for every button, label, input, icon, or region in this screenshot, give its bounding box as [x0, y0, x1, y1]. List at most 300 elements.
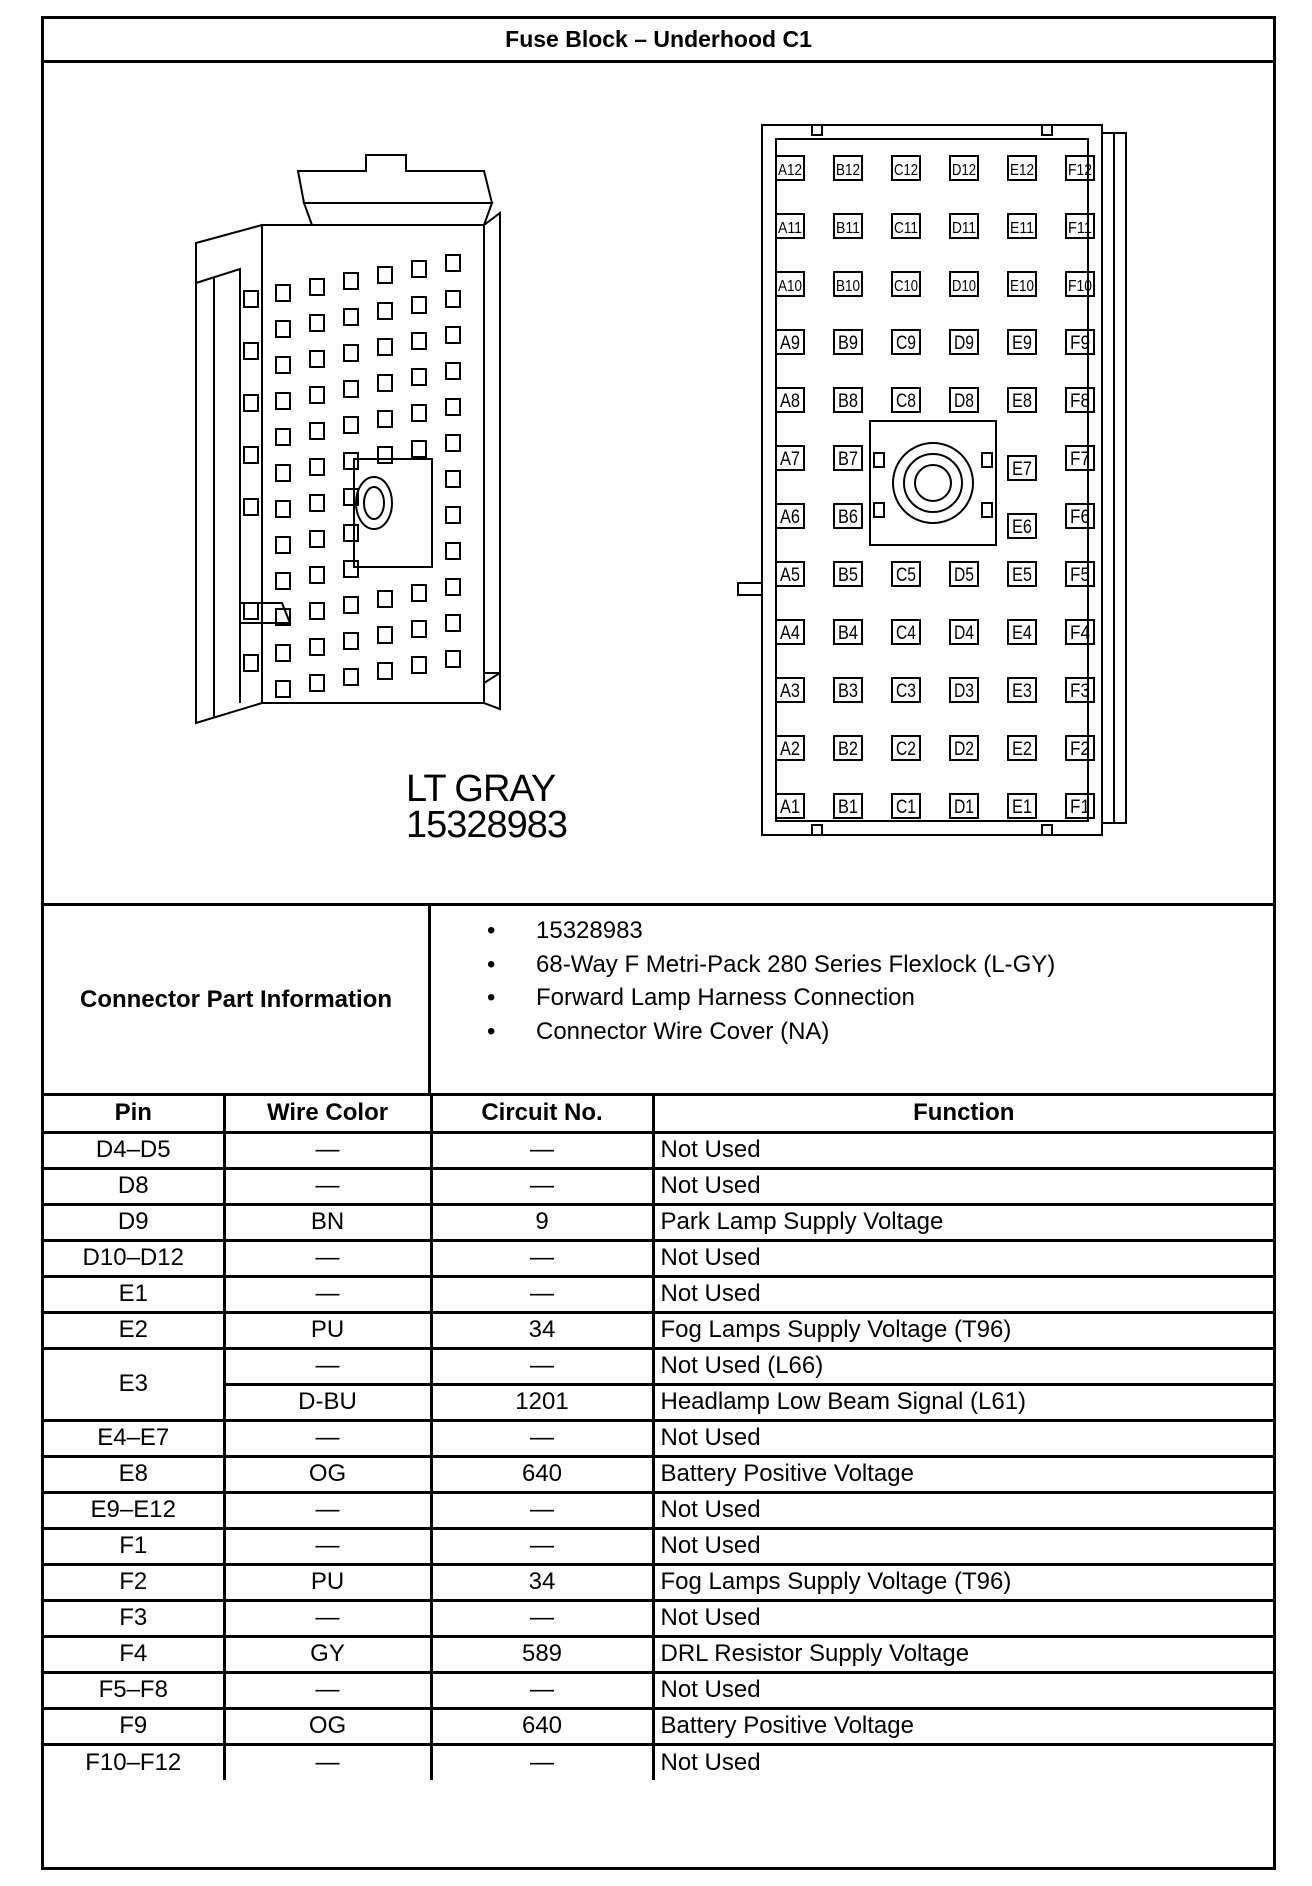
cavity-b5 — [834, 562, 862, 586]
wire-color-cell: GY — [224, 1636, 431, 1672]
cavity-b7 — [834, 446, 862, 470]
header-pin: Pin — [44, 1096, 224, 1132]
svg-text:F4: F4 — [1070, 623, 1091, 644]
svg-text:B4: B4 — [838, 623, 859, 644]
iso-terminal — [344, 525, 358, 541]
iso-terminal — [310, 531, 324, 547]
cavity-f1 — [1066, 794, 1094, 818]
function-cell: Not Used — [653, 1420, 1273, 1456]
info-item: • Connector Wire Cover (NA) — [431, 1015, 1055, 1049]
table-row — [44, 1600, 1273, 1636]
cavity-a4 — [776, 620, 804, 644]
cavity-d5 — [950, 562, 978, 586]
wire-color-cell: BN — [224, 1204, 431, 1240]
iso-terminal — [310, 495, 324, 511]
header-wire-color: Wire Color — [224, 1096, 431, 1132]
svg-text:E7: E7 — [1012, 459, 1032, 480]
cavity-c5 — [892, 562, 920, 586]
pin-cell: F5–F8 — [44, 1672, 224, 1708]
svg-text:E4: E4 — [1012, 623, 1033, 644]
bullet-icon: • — [487, 1017, 496, 1045]
svg-text:A8: A8 — [780, 391, 800, 412]
iso-terminal — [344, 345, 358, 361]
wire-color-cell: — — [224, 1348, 431, 1384]
function-cell: Not Used — [653, 1132, 1273, 1168]
cavity-f10 — [1066, 272, 1094, 296]
iso-terminal — [412, 333, 426, 349]
cavity-f12 — [1066, 156, 1094, 180]
wire-color-cell: OG — [224, 1708, 431, 1744]
connector-part-information — [44, 906, 1273, 1096]
cavity-e11 — [1008, 214, 1036, 238]
info-item: • 68-Way F Metri-Pack 280 Series Flexlock (L-GY) — [431, 948, 1055, 982]
face-cavity-grid — [776, 156, 1094, 818]
iso-terminal — [276, 285, 290, 301]
iso-terminal — [344, 417, 358, 433]
isometric-connector-view — [196, 155, 500, 723]
svg-text:B5: B5 — [838, 565, 858, 586]
connector-face-view — [738, 125, 1126, 835]
cavity-a6 — [776, 504, 804, 528]
svg-text:A11: A11 — [778, 220, 803, 237]
iso-terminal — [276, 681, 290, 697]
header-function: Function — [653, 1096, 1273, 1132]
svg-text:D8: D8 — [954, 391, 974, 412]
cavity-e12 — [1008, 156, 1036, 180]
info-item: • Forward Lamp Harness Connection — [431, 981, 1055, 1015]
pin-cell: F3 — [44, 1600, 224, 1636]
iso-terminal — [310, 423, 324, 439]
iso-terminal — [412, 657, 426, 673]
cavity-e10 — [1008, 272, 1036, 296]
cavity-b9 — [834, 330, 862, 354]
svg-text:D5: D5 — [954, 565, 974, 586]
iso-terminal — [446, 399, 460, 415]
cavity-e3 — [1008, 678, 1036, 702]
svg-text:A1: A1 — [780, 797, 800, 818]
pin-cell: F1 — [44, 1528, 224, 1564]
iso-terminal — [378, 447, 392, 463]
cavity-d12 — [950, 156, 978, 180]
table-row — [44, 1528, 1273, 1564]
cavity-a3 — [776, 678, 804, 702]
table-row — [44, 1420, 1273, 1456]
circuit-cell: — — [431, 1492, 653, 1528]
svg-text:A7: A7 — [780, 449, 800, 470]
cavity-e2 — [1008, 736, 1036, 760]
pin-cell: F10–F12 — [44, 1744, 224, 1780]
cavity-b11 — [834, 214, 862, 238]
svg-text:B12: B12 — [836, 162, 861, 179]
svg-text:A5: A5 — [780, 565, 800, 586]
cavity-b3 — [834, 678, 862, 702]
wire-color-cell: — — [224, 1492, 431, 1528]
wire-color-cell: — — [224, 1528, 431, 1564]
svg-text:C9: C9 — [896, 333, 916, 354]
iso-terminal — [446, 435, 460, 451]
iso-terminal — [412, 261, 426, 277]
pin-cell: D9 — [44, 1204, 224, 1240]
svg-text:E1: E1 — [1012, 797, 1032, 818]
iso-terminal — [412, 621, 426, 637]
iso-terminal — [276, 501, 290, 517]
svg-text:B10: B10 — [836, 278, 861, 295]
svg-text:D1: D1 — [954, 797, 974, 818]
svg-text:C11: C11 — [894, 220, 919, 237]
svg-text:A3: A3 — [780, 681, 800, 702]
iso-terminal — [446, 291, 460, 307]
header-circuit: Circuit No. — [431, 1096, 653, 1132]
pin-cell: E2 — [44, 1312, 224, 1348]
cavity-f6 — [1066, 504, 1094, 528]
circuit-cell: 9 — [431, 1204, 653, 1240]
svg-text:A6: A6 — [780, 507, 800, 528]
wire-color-cell: — — [224, 1132, 431, 1168]
connector-drawing — [44, 63, 1273, 903]
svg-text:D12: D12 — [952, 162, 977, 179]
svg-text:F8: F8 — [1070, 391, 1090, 412]
svg-text:B2: B2 — [838, 739, 858, 760]
function-cell: Not Used — [653, 1276, 1273, 1312]
cavity-a7 — [776, 446, 804, 470]
iso-terminal — [310, 315, 324, 331]
svg-text:F1: F1 — [1070, 797, 1090, 818]
table-row — [44, 1492, 1273, 1528]
table-row — [44, 1276, 1273, 1312]
cavity-e6 — [1008, 514, 1036, 538]
svg-text:B3: B3 — [838, 681, 858, 702]
cavity-a10 — [776, 272, 804, 296]
iso-terminal — [446, 471, 460, 487]
iso-terminal — [310, 603, 324, 619]
function-cell: Not Used — [653, 1600, 1273, 1636]
iso-terminal — [412, 297, 426, 313]
pin-cell: E8 — [44, 1456, 224, 1492]
circuit-cell: 34 — [431, 1312, 653, 1348]
cavity-b4 — [834, 620, 862, 644]
pin-cell: E1 — [44, 1276, 224, 1312]
iso-terminal — [276, 645, 290, 661]
cavity-b2 — [834, 736, 862, 760]
cavity-c2 — [892, 736, 920, 760]
cavity-d4 — [950, 620, 978, 644]
function-cell: Fog Lamps Supply Voltage (T96) — [653, 1312, 1273, 1348]
table-row — [44, 1240, 1273, 1276]
svg-text:A4: A4 — [780, 623, 801, 644]
circuit-cell: 589 — [431, 1636, 653, 1672]
cavity-e1 — [1008, 794, 1036, 818]
iso-terminal — [310, 567, 324, 583]
svg-text:C10: C10 — [894, 278, 919, 295]
svg-text:F5: F5 — [1070, 565, 1090, 586]
connector-info-list — [431, 914, 1055, 1048]
pin-cell: F4 — [44, 1636, 224, 1672]
function-cell: Not Used — [653, 1528, 1273, 1564]
iso-terminal — [276, 465, 290, 481]
iso-terminal — [446, 327, 460, 343]
wire-color-cell: — — [224, 1672, 431, 1708]
cavity-c10 — [892, 272, 920, 296]
function-cell: Park Lamp Supply Voltage — [653, 1204, 1273, 1240]
iso-terminal — [344, 453, 358, 469]
wire-color-cell: — — [224, 1240, 431, 1276]
circuit-cell: — — [431, 1744, 653, 1780]
iso-terminal — [378, 627, 392, 643]
pin-cell: E3 — [44, 1348, 224, 1420]
table-row — [44, 1636, 1273, 1672]
svg-text:A9: A9 — [780, 333, 800, 354]
iso-terminal — [310, 675, 324, 691]
svg-text:C1: C1 — [896, 797, 916, 818]
function-cell: DRL Resistor Supply Voltage — [653, 1636, 1273, 1672]
pinout-table — [44, 1096, 1273, 1780]
cavity-c3 — [892, 678, 920, 702]
table-row — [44, 1744, 1273, 1780]
cavity-a1 — [776, 794, 804, 818]
function-cell: Battery Positive Voltage — [653, 1708, 1273, 1744]
cavity-c12 — [892, 156, 920, 180]
circuit-cell: — — [431, 1348, 653, 1384]
cavity-f8 — [1066, 388, 1094, 412]
pin-cell: E4–E7 — [44, 1420, 224, 1456]
cavity-d8 — [950, 388, 978, 412]
iso-terminal — [276, 393, 290, 409]
wire-color-cell: D-BU — [224, 1384, 431, 1420]
wire-color-cell: — — [224, 1168, 431, 1204]
svg-text:E11: E11 — [1010, 220, 1035, 237]
wire-color-cell: — — [224, 1420, 431, 1456]
wire-color-cell: — — [224, 1276, 431, 1312]
iso-terminal — [378, 303, 392, 319]
table-row — [44, 1132, 1273, 1168]
cavity-d2 — [950, 736, 978, 760]
cavity-b8 — [834, 388, 862, 412]
pin-cell: F9 — [44, 1708, 224, 1744]
svg-text:B7: B7 — [838, 449, 858, 470]
cavity-f7 — [1066, 446, 1094, 470]
cavity-c1 — [892, 794, 920, 818]
svg-text:F12: F12 — [1068, 162, 1093, 179]
cavity-c4 — [892, 620, 920, 644]
table-row — [44, 1564, 1273, 1600]
circuit-cell: — — [431, 1276, 653, 1312]
svg-text:C5: C5 — [896, 565, 916, 586]
svg-text:B8: B8 — [838, 391, 858, 412]
iso-terminal — [446, 651, 460, 667]
iso-terminal — [344, 273, 358, 289]
circuit-cell: 1201 — [431, 1384, 653, 1420]
cavity-b10 — [834, 272, 862, 296]
bullet-icon: • — [487, 917, 496, 944]
cavity-a5 — [776, 562, 804, 586]
iso-terminal — [310, 351, 324, 367]
circuit-cell: — — [431, 1528, 653, 1564]
circuit-cell: 34 — [431, 1564, 653, 1600]
svg-text:A12: A12 — [778, 162, 803, 179]
svg-text:D9: D9 — [954, 333, 974, 354]
function-cell: Not Used (L66) — [653, 1348, 1273, 1384]
iso-terminal — [412, 405, 426, 421]
iso-terminal — [276, 537, 290, 553]
table-row — [44, 1672, 1273, 1708]
side-clips — [244, 291, 258, 671]
cavity-b1 — [834, 794, 862, 818]
svg-text:B11: B11 — [836, 220, 861, 237]
wire-color-cell: PU — [224, 1312, 431, 1348]
wire-color-cell: PU — [224, 1564, 431, 1600]
circuit-cell: — — [431, 1672, 653, 1708]
svg-text:B9: B9 — [838, 333, 858, 354]
wire-color-cell: OG — [224, 1456, 431, 1492]
pin-cell: D4–D5 — [44, 1132, 224, 1168]
cavity-f4 — [1066, 620, 1094, 644]
iso-terminal — [412, 441, 426, 457]
iso-terminal — [412, 369, 426, 385]
iso-terminal — [344, 381, 358, 397]
svg-text:E12: E12 — [1010, 162, 1035, 179]
circuit-cell: 640 — [431, 1708, 653, 1744]
cavity-c9 — [892, 330, 920, 354]
bullet-icon: • — [487, 950, 496, 978]
table-row — [44, 1348, 1273, 1384]
cavity-e9 — [1008, 330, 1036, 354]
connector-figure — [44, 63, 1273, 906]
table-row — [44, 1456, 1273, 1492]
iso-terminal — [344, 597, 358, 613]
svg-text:A2: A2 — [780, 739, 800, 760]
svg-text:E6: E6 — [1012, 517, 1032, 538]
svg-text:D11: D11 — [952, 220, 977, 237]
svg-text:C8: C8 — [896, 391, 916, 412]
cavity-a8 — [776, 388, 804, 412]
wire-color-cell: — — [224, 1600, 431, 1636]
iso-terminal — [378, 663, 392, 679]
svg-text:F11: F11 — [1068, 220, 1093, 237]
table-row — [44, 1384, 1273, 1420]
function-cell: Not Used — [653, 1240, 1273, 1276]
wire-color-cell: — — [224, 1744, 431, 1780]
svg-text:E2: E2 — [1012, 739, 1032, 760]
function-cell: Not Used — [653, 1492, 1273, 1528]
function-cell: Not Used — [653, 1744, 1273, 1780]
iso-terminal — [446, 507, 460, 523]
iso-terminal — [310, 279, 324, 295]
circuit-cell: — — [431, 1600, 653, 1636]
cavity-d10 — [950, 272, 978, 296]
circuit-cell: — — [431, 1420, 653, 1456]
pin-cell: D8 — [44, 1168, 224, 1204]
function-cell: Not Used — [653, 1672, 1273, 1708]
iso-terminal — [276, 573, 290, 589]
iso-terminal — [378, 375, 392, 391]
iso-terminal — [446, 615, 460, 631]
cavity-e5 — [1008, 562, 1036, 586]
iso-terminal — [446, 255, 460, 271]
iso-terminal — [344, 633, 358, 649]
iso-terminal — [310, 459, 324, 475]
table-row — [44, 1204, 1273, 1240]
circuit-cell: — — [431, 1132, 653, 1168]
function-cell: Not Used — [653, 1168, 1273, 1204]
svg-text:E8: E8 — [1012, 391, 1032, 412]
connector-info-heading: Connector Part Information — [44, 906, 431, 1093]
bullet-icon: • — [487, 984, 496, 1011]
svg-text:F2: F2 — [1070, 739, 1090, 760]
svg-text:D2: D2 — [954, 739, 974, 760]
table-header-row — [44, 1096, 1273, 1132]
iso-terminal — [446, 579, 460, 595]
svg-text:E9: E9 — [1012, 333, 1032, 354]
cavity-a11 — [776, 214, 804, 238]
cavity-d11 — [950, 214, 978, 238]
iso-terminal — [344, 561, 358, 577]
cavity-f11 — [1066, 214, 1094, 238]
iso-terminal — [276, 321, 290, 337]
svg-text:B6: B6 — [838, 507, 858, 528]
cavity-d9 — [950, 330, 978, 354]
pin-cell: D10–D12 — [44, 1240, 224, 1276]
color-label: LT GRAY — [406, 768, 556, 810]
cavity-b6 — [834, 504, 862, 528]
pin-cell: E9–E12 — [44, 1492, 224, 1528]
iso-terminal — [446, 543, 460, 559]
pin-cell: F2 — [44, 1564, 224, 1600]
cavity-f9 — [1066, 330, 1094, 354]
svg-text:C4: C4 — [896, 623, 917, 644]
svg-text:C12: C12 — [894, 162, 919, 179]
iso-terminal — [276, 429, 290, 445]
svg-text:F7: F7 — [1070, 449, 1090, 470]
circuit-cell: — — [431, 1240, 653, 1276]
info-item: • 15328983 — [431, 914, 1055, 948]
iso-terminal — [378, 267, 392, 283]
cavity-a2 — [776, 736, 804, 760]
svg-text:F6: F6 — [1070, 507, 1090, 528]
table-row — [44, 1312, 1273, 1348]
cavity-a9 — [776, 330, 804, 354]
circuit-cell: 640 — [431, 1456, 653, 1492]
iso-terminal — [344, 309, 358, 325]
svg-text:E10: E10 — [1010, 278, 1035, 295]
svg-text:E3: E3 — [1012, 681, 1032, 702]
page-title: Fuse Block – Underhood C1 — [44, 19, 1273, 63]
part-number-label: 15328983 — [406, 804, 568, 846]
svg-text:B1: B1 — [838, 797, 858, 818]
cavity-a12 — [776, 156, 804, 180]
table-row — [44, 1168, 1273, 1204]
svg-text:E5: E5 — [1012, 565, 1032, 586]
svg-text:F10: F10 — [1068, 278, 1093, 295]
iso-terminal — [378, 339, 392, 355]
table-row — [44, 1708, 1273, 1744]
svg-text:D10: D10 — [952, 278, 977, 295]
cavity-d1 — [950, 794, 978, 818]
svg-text:D4: D4 — [954, 623, 975, 644]
cavity-d3 — [950, 678, 978, 702]
cavity-e4 — [1008, 620, 1036, 644]
iso-terminal — [378, 591, 392, 607]
cavity-c8 — [892, 388, 920, 412]
svg-text:D3: D3 — [954, 681, 974, 702]
svg-text:A10: A10 — [778, 278, 803, 295]
iso-terminal — [310, 639, 324, 655]
connector-sheet — [41, 16, 1276, 1870]
iso-terminal — [310, 387, 324, 403]
svg-text:F9: F9 — [1070, 333, 1090, 354]
circuit-cell: — — [431, 1168, 653, 1204]
function-cell: Battery Positive Voltage — [653, 1456, 1273, 1492]
iso-terminal — [276, 357, 290, 373]
